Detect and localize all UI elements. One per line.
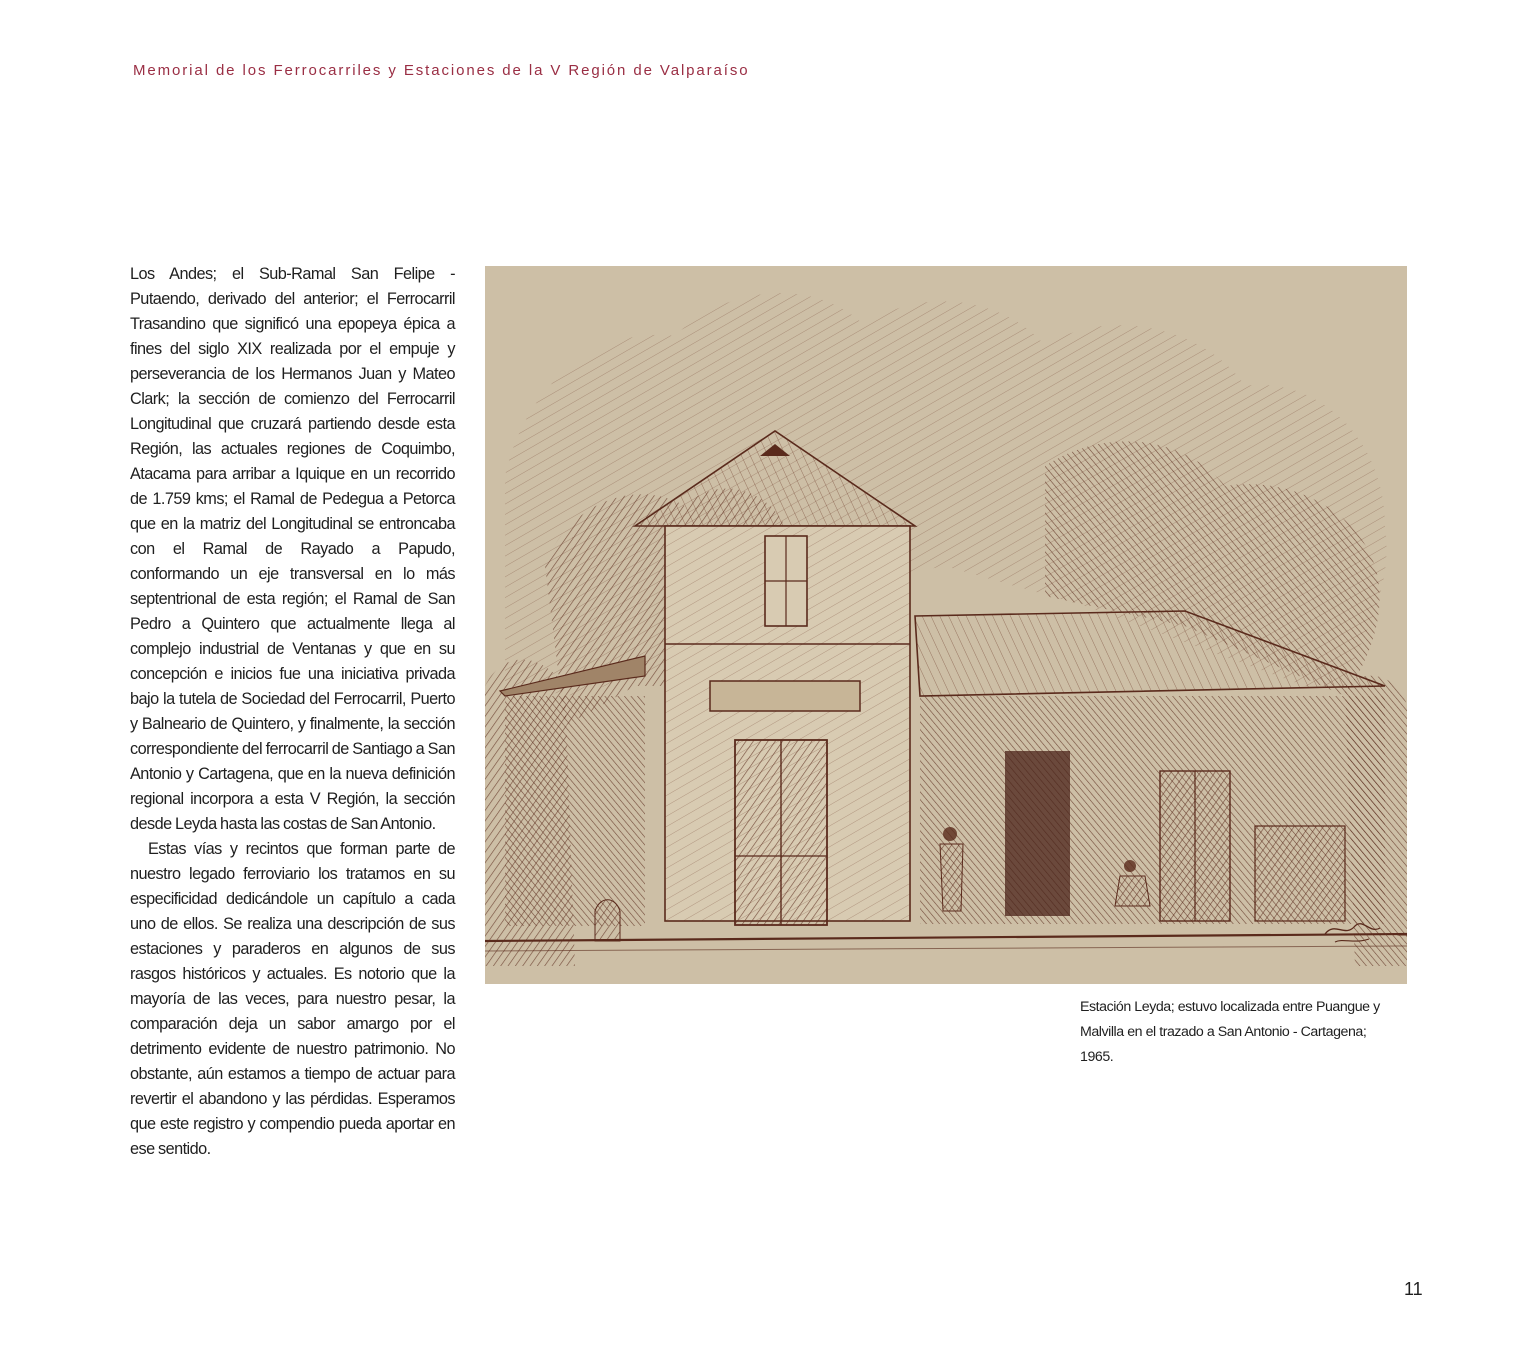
body-paragraph: Los Andes; el Sub-Ramal San Felipe - Putaendo, derivado del anterior; el Ferrocarril Trasandino que significó una epopeya épica a fines del siglo XIX realizada por el empuje y perseverancia de los Hermanos Juan y Mateo Clark; la sección de comienzo del Ferrocarril Longitudinal que cruzará partiendo desde esta Región, las actuales regiones de Coquimbo, Atacama para arribar a Iquique en un recorrido de 1.759 kms; el Ramal de Pedegua a Petorca que en la matriz del Longitudinal se entroncaba con el Ramal de Rayado a Papudo, conformando un eje transversal en lo más septentrional de esta región; el Ramal de San Pedro a Quintero que actualmente llega al complejo industrial de Ventanas y que en su concepción e inicios fue una iniciativa privada bajo la tutela de Sociedad del Ferrocarril, Puerto y Balneario de Quintero, y finalmente, la sección correspondiente del ferrocarril de Santiago a San Antonio y Cartagena, que en la nueva definición regional incorpora a esta V Región, la sección desde Leyda hasta las costas de San Antonio. bbox=[130, 265, 455, 833]
station-sketch-figure bbox=[485, 266, 1407, 984]
body-paragraph: Estas vías y recintos que forman parte de nuestro legado ferroviario los tratamos en su especificidad dedicándole un capítulo a cada uno de ellos. Se realiza una descripción de sus estaciones y paraderos en algunos de sus rasgos históricos y actuales. Es notorio que la mayoría de las veces, para nuestro pesar, la comparación deja un sabor amargo por el detrimento evidente de nuestro patrimonio. No obstante, aún estamos a tiempo de actuar para revertir el abandono y las pérdidas. Esperamos que este registro y compendio pueda aportar en ese sentido. bbox=[130, 840, 455, 1158]
running-title: Memorial de los Ferrocarriles y Estaciones de la V Región de Valparaíso bbox=[133, 62, 750, 79]
caption-line: Estación Leyda; estuvo localizada entre Puangue y bbox=[1080, 999, 1380, 1015]
station-sketch-illustration bbox=[485, 266, 1407, 984]
caption-line: 1965. bbox=[1080, 1049, 1114, 1065]
body-text-column bbox=[130, 262, 455, 1162]
page-number: 11 bbox=[1404, 1279, 1423, 1299]
caption-line: Malvilla en el trazado a San Antonio - Cartagena; bbox=[1080, 1024, 1367, 1040]
left-canopy bbox=[500, 656, 645, 926]
station-tower bbox=[635, 431, 915, 925]
figure-caption bbox=[1080, 995, 1400, 1070]
